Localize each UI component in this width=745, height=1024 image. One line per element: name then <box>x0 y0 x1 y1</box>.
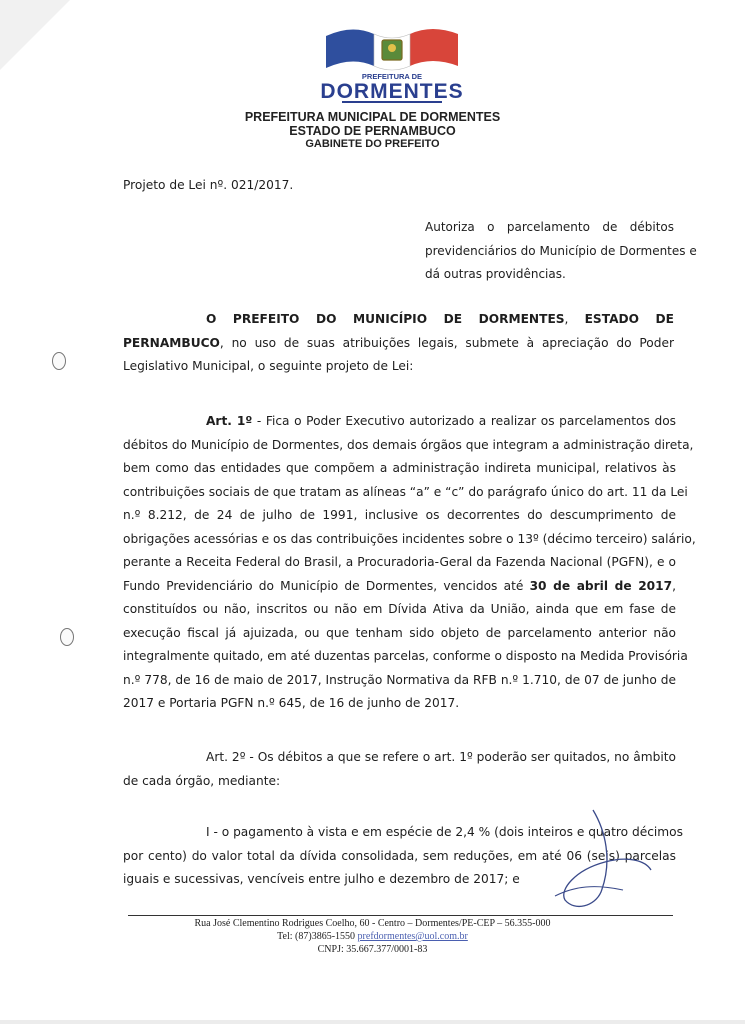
article-1 <box>123 410 696 716</box>
logo-name: DORMENTES <box>320 80 464 103</box>
signature-mark <box>535 800 655 920</box>
header-office: GABINETE DO PREFEITO <box>305 138 440 150</box>
article-line: execução fiscal já ajuizada, ou que tenham sido objeto de parcelamento anterior não <box>123 625 676 640</box>
article-text: , <box>672 578 676 593</box>
article-line: integralmente quitado, em até duzentas parcelas, conforme o disposto na Medida Provisória <box>123 649 688 663</box>
folded-corner <box>0 0 70 70</box>
article-2 <box>123 746 676 793</box>
article-line <box>123 410 676 434</box>
article-line: bem como das entidades que compõem a administração indireta municipal, relativos às <box>123 461 676 475</box>
article-line: débitos do Município de Dormentes, dos demais órgãos que integram a administração direta, <box>123 437 694 452</box>
header-state: ESTADO DE PERNAMBUCO <box>289 124 456 138</box>
page-bottom-edge <box>0 1020 745 1024</box>
footer-email-link[interactable]: prefdormentes@uol.com.br <box>357 931 468 942</box>
article-line: Art. 2º - Os débitos a que se refere o art. 1º poderão ser quitados, no âmbito <box>206 750 676 764</box>
punch-hole-icon <box>52 352 66 370</box>
footer-phone: Tel: (87)3865-1550 <box>277 931 358 942</box>
deadline-date: 30 de abril de 2017 <box>529 578 673 593</box>
preamble-comma: , <box>564 312 569 326</box>
article-line: perante a Receita Federal do Brasil, a Procuradoria-Geral da Fazenda Nacional (PGFN), e o <box>123 555 676 569</box>
flag-blue-band <box>326 29 374 68</box>
article-line: n.º 8.212, de 24 de julho de 1991, inclusive os decorrentes do descumprimento de <box>123 508 676 522</box>
article-label: Art. 1º <box>206 414 253 428</box>
article-line: de cada órgão, mediante: <box>123 773 281 788</box>
summary-line: previdenciários do Município de Dormentes e <box>425 243 697 258</box>
coat-of-arms-sun <box>388 44 396 52</box>
inciso-line: iguais e sucessivas, vencíveis entre julho e dezembro de 2017; e <box>123 872 520 886</box>
article-line: 2017 e Portaria PGFN n.º 645, de 16 de junho de 2017. <box>123 696 460 710</box>
summary-line: dá outras providências. <box>425 267 566 281</box>
preamble <box>123 308 674 379</box>
article-line <box>123 575 676 599</box>
preamble-line <box>123 308 674 332</box>
preamble-line: Legislativo Municipal, o seguinte projeto de Lei: <box>123 359 414 373</box>
preamble-text: , no uso de suas atribuições legais, submete à apreciação do Poder <box>219 335 674 350</box>
inciso-line: por cento) do valor total da dívida consolidada, sem reduções, em até 06 (seis) parcelas <box>123 848 676 863</box>
article-line: contribuições sociais de que tratam as alíneas “a” e “c” do parágrafo único do art. 11 da Lei <box>123 484 688 499</box>
bill-summary <box>425 216 697 287</box>
bill-number: Projeto de Lei nº. 021/2017. <box>123 178 294 192</box>
article-line: n.º 778, de 16 de maio de 2017, Instrução Normativa da RFB n.º 1.710, de 07 de junho de <box>123 672 676 687</box>
article-line: constituídos ou não, inscritos ou não em Dívida Ativa da União, ainda que em fase de <box>123 602 676 616</box>
article-text: - Fica o Poder Executivo autorizado a realizar os parcelamentos dos <box>252 414 677 428</box>
inciso-line: I - o pagamento à vista e em espécie de 2,4 % (dois inteiros e quatro décimos <box>206 825 683 839</box>
summary-line: Autoriza o parcelamento de débitos <box>425 220 674 234</box>
footer-address: Rua José Clementino Rodrigues Coelho, 60 - Centro – Dormentes/PE-CEP – 56.355-000 <box>194 918 551 929</box>
footer-cnpj: CNPJ: 35.667.377/0001-83 <box>317 944 428 955</box>
flag-red-band <box>410 29 458 66</box>
signature-stroke <box>564 810 651 906</box>
preamble-line <box>123 332 674 356</box>
article-line: obrigações acessórias e os das contribuições incidentes sobre o 13º (décimo terceiro) salário, <box>123 531 696 546</box>
footer-contact <box>0 931 745 942</box>
punch-hole-icon <box>60 628 74 646</box>
preamble-mayor: O PREFEITO DO MUNICÍPIO DE DORMENTES <box>206 312 565 326</box>
preamble-state-end: PERNAMBUCO <box>123 335 220 350</box>
prefeitura-logo <box>312 22 472 106</box>
footer-divider <box>128 915 673 916</box>
preamble-state-part: ESTADO DE <box>584 312 674 326</box>
article-text: Fundo Previdenciário do Município de Dormentes, vencidos até <box>123 578 530 593</box>
header-municipality: PREFEITURA MUNICIPAL DE DORMENTES <box>244 110 501 124</box>
logo-prefix: PREFEITURA DE <box>361 72 423 81</box>
